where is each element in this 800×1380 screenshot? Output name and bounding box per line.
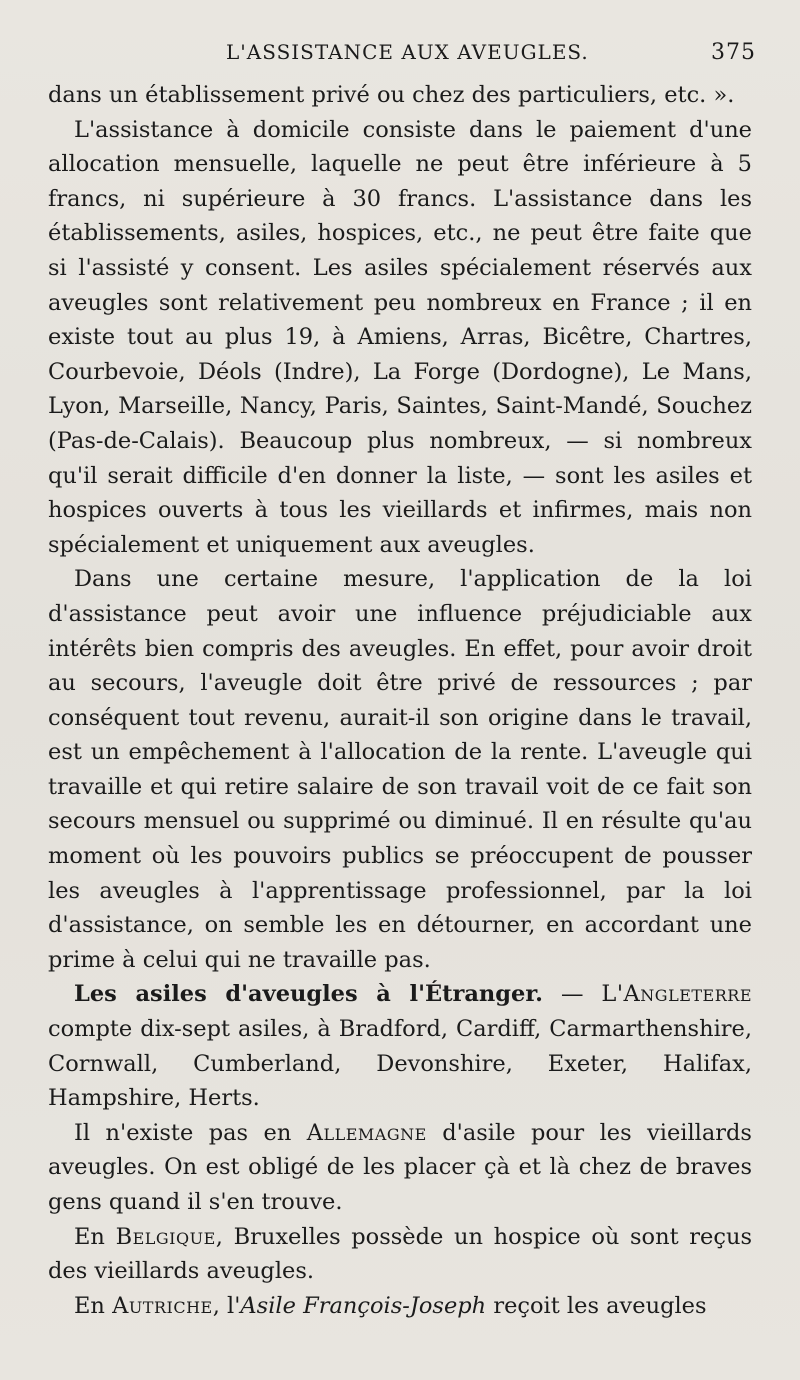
country-name: L'Angleterre xyxy=(601,981,753,1008)
paragraph-text: reçoit les aveugles xyxy=(486,1292,707,1319)
paragraph-text: En xyxy=(74,1292,113,1319)
page-header xyxy=(48,36,760,68)
country-name: Allemagne xyxy=(306,1119,427,1146)
paragraph-text: En xyxy=(74,1223,116,1250)
paragraph-5 xyxy=(48,1116,752,1220)
paragraph-text: , Bruxelles possède un hospice où sont reçus des vieillards aveugles. xyxy=(48,1223,752,1285)
paragraph-7 xyxy=(48,1289,752,1324)
paragraph-3: Dans une certaine mesure, l'application de la loi d'assistance peut avoir une influence préjudiciable aux intérêts bien compris des aveugles. En effet, pour avoir droit au secours, l'aveugle doit être privé de ressources ; par conséquent tout revenu, aurait-il son origine dans le travail, est un empêchement à l'allocation de la rente. L'aveugle qui travaille et qui retire salaire de son travail voit de ce fait son secours mensuel ou supprimé ou diminué. Il en résulte qu'au moment où les pouvoirs publics se préoccupent de pousser les aveugles à l'apprentissage professionnel, par la loi d'assistance, on semble les en détourner, en accordant une prime à celui qui ne travaille pas. xyxy=(48,566,752,973)
heading-dash: — xyxy=(542,981,602,1008)
paragraph-text: Il n'existe pas en xyxy=(74,1119,307,1146)
section-heading: Les asiles d'aveugles à l'Étranger. xyxy=(74,981,543,1008)
paragraph-4 xyxy=(48,977,752,1115)
paragraph-text: d'asile pour les vieillards aveugles. On est obligé de les placer çà et là chez de braves gens quand il s'en trouve. xyxy=(48,1119,752,1215)
paragraph-6 xyxy=(48,1220,752,1289)
institution-name: Asile François-Joseph xyxy=(240,1292,487,1319)
paragraph-text: , l' xyxy=(212,1292,241,1319)
page-number: 375 xyxy=(711,40,756,65)
country-name: Autriche xyxy=(112,1292,213,1319)
running-title: L'ASSISTANCE AUX AVEUGLES. xyxy=(226,40,589,64)
paragraph-1: dans un établissement privé ou chez des particuliers, etc. ». xyxy=(48,82,735,108)
country-name: Belgique xyxy=(115,1223,216,1250)
paragraph-2: L'assistance à domicile consiste dans le paiement d'une allocation mensuelle, laquelle ne peut être inférieure à 5 francs, ni supérieure à 30 francs. L'assistance dans les établissements, asiles, hospices, etc., ne peut être faite que si l'assisté y consent. Les asiles spécialement réservés aux aveugles sont relativement peu nombreux en France ; il en existe tout au plus 19, à Amiens, Arras, Bicêtre, Chartres, Courbevoie, Déols (Indre), La Forge (Dordogne), Le Mans, Lyon, Marseille, Nancy, Paris, Saintes, Saint-Mandé, Souchez (Pas-de-Calais). Beaucoup plus nombreux, — si nombreux qu'il serait difficile d'en donner la liste, — sont les asiles et hospices ouverts à tous les vieillards et infirmes, mais non spécialement et uniquement aux aveugles. xyxy=(48,116,752,558)
page-body xyxy=(48,78,752,1323)
paragraph-text: compte dix-sept asiles, à Bradford, Cardiff, Carmarthenshire, Cornwall, Cumberland, Devonshire, Exeter, Halifax, Hampshire, Herts. xyxy=(48,1016,752,1112)
